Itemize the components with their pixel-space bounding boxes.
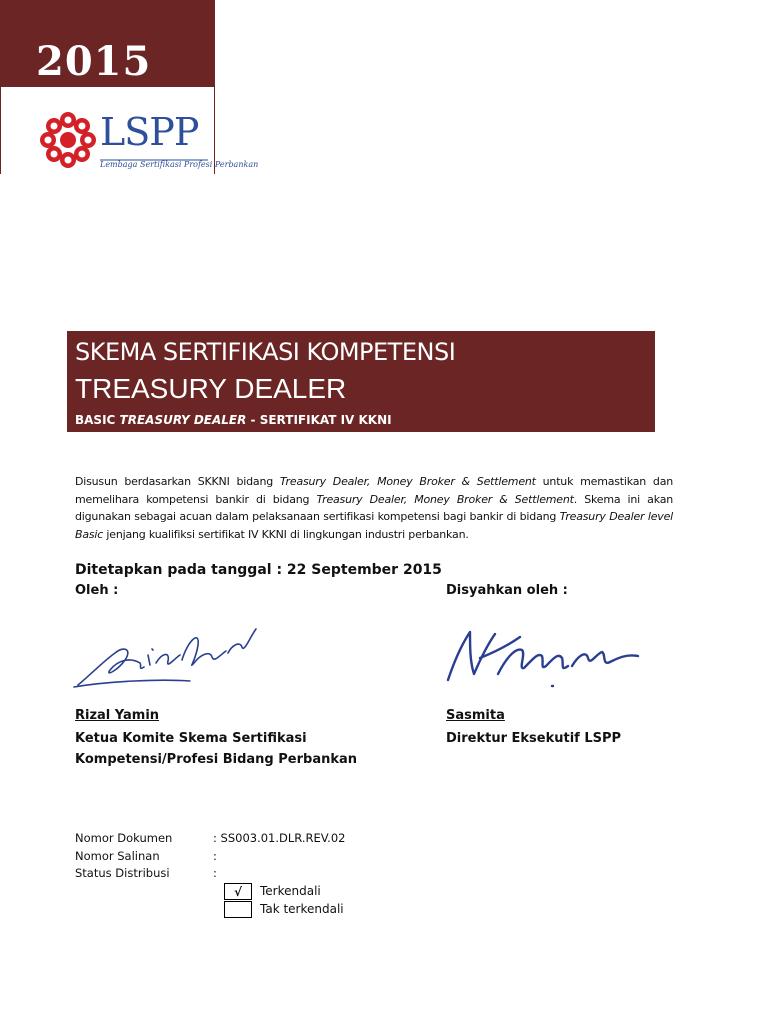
header-left-rule xyxy=(0,87,1,174)
logo-name: LSPP xyxy=(100,110,199,154)
checkbox-terkendali-label: Terkendali xyxy=(260,884,321,898)
by-label: Oleh : xyxy=(75,583,119,598)
description-paragraph: Disusun berdasarkan SKKNI bidang Treasury Dealer, Money Broker & Settlement untuk memastikan dan memelihara kompetensi bankir di bidang Treasury Dealer, Money Broker & Settlement. Skema ini akan digunakan sebagai acuan dalam pelaksanaan sertifikasi kompetensi bagi bankir di bidang Treasury Dealer level Basic jenjang kualifiksi sertifikat IV KKNI di lingkungan industri perbankan. xyxy=(75,475,674,541)
established-date: Ditetapkan pada tanggal : 22 September 2015 xyxy=(75,562,442,578)
signer-1-name: Rizal Yamin xyxy=(75,708,160,723)
signature-sasmita xyxy=(440,622,645,690)
distribution-value: : xyxy=(213,866,217,880)
distribution-label: Status Distribusi xyxy=(75,866,170,880)
logo-subtitle: Lembaga Sertifikasi Profesi Perbankan xyxy=(100,160,259,169)
doc-number-label: Nomor Dokumen xyxy=(75,831,173,845)
title-line-3: BASIC TREASURY DEALER - SERTIFIKAT IV KKNI xyxy=(75,413,392,427)
year-text: 2015 xyxy=(36,38,152,85)
copy-number-value: : xyxy=(213,849,217,863)
signer-2-name: Sasmita xyxy=(446,708,505,723)
checkbox-terkendali[interactable]: √ xyxy=(224,883,252,900)
signature-rizal-yamin xyxy=(70,615,265,693)
ratified-by-label: Disyahkan oleh : xyxy=(446,583,568,598)
title-banner xyxy=(67,331,655,432)
title-line-1: SKEMA SERTIFIKASI KOMPETENSI xyxy=(75,338,456,366)
signer-2-role: Direktur Eksekutif LSPP xyxy=(446,731,622,746)
title-line-2: TREASURY DEALER xyxy=(75,373,347,404)
copy-number-label: Nomor Salinan xyxy=(75,849,160,863)
signer-1-role: Ketua Komite Skema Sertifikasi Kompetensi/Profesi Bidang Perbankan xyxy=(75,731,358,767)
checkbox-tak-terkendali-label: Tak terkendali xyxy=(260,902,344,916)
year-banner xyxy=(0,0,215,87)
doc-number-value: : SS003.01.DLR.REV.02 xyxy=(213,831,346,845)
checkbox-tak-terkendali[interactable] xyxy=(224,901,252,918)
